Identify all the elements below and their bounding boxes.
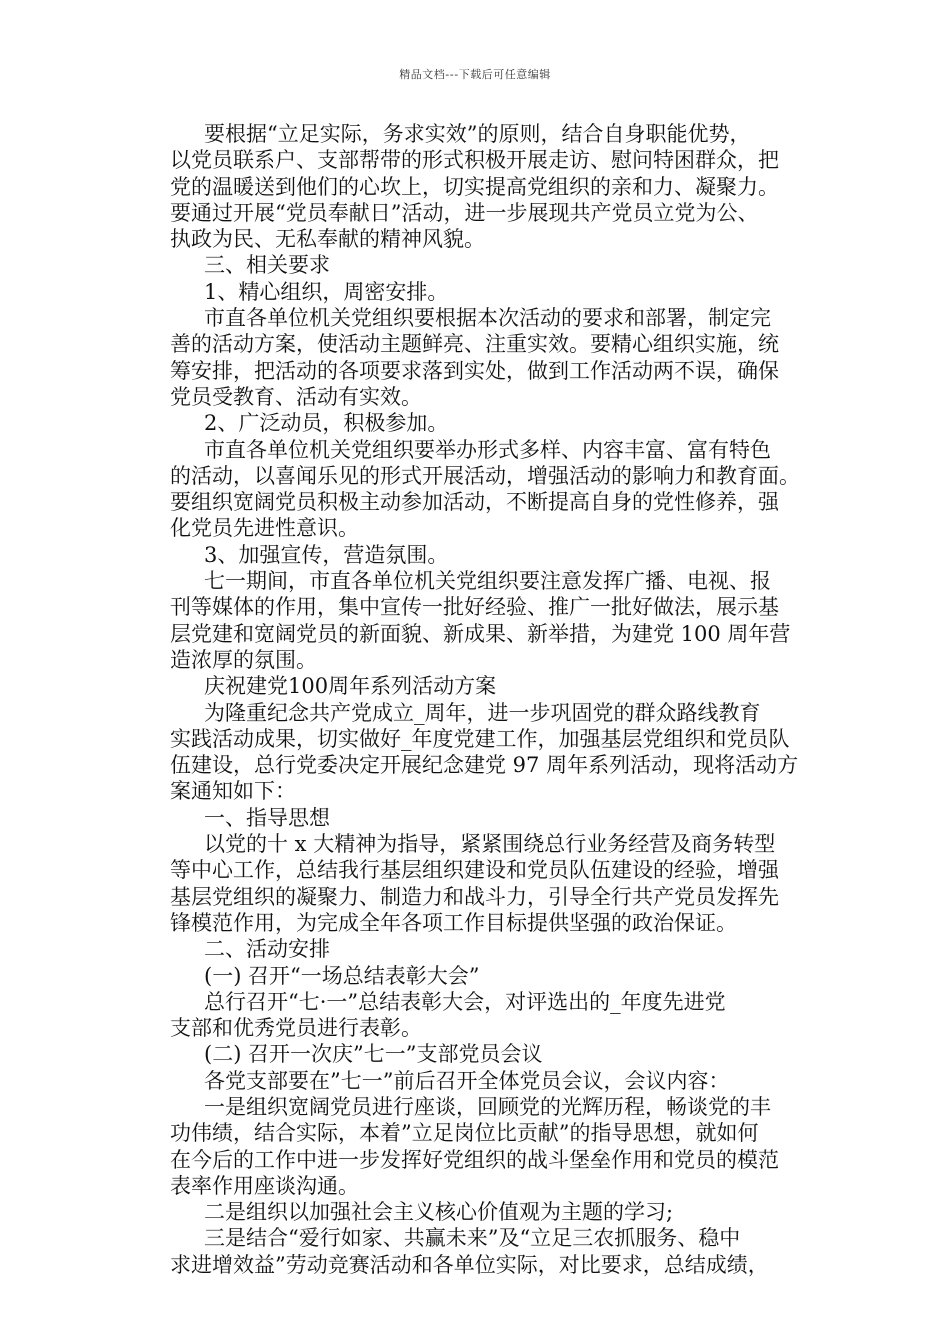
page-header: 精品文档---下载后可任意编辑 [399,68,551,81]
text-line: 市直各单位机关党组织要根据本次活动的要求和部署，制定完 [204,306,771,331]
text-line: 支部和优秀党员进行表彰。 [170,1016,422,1041]
text-line: 3、加强宣传，营造氛围。 [204,542,449,567]
text-line: 一、指导思想 [204,805,330,830]
text-line: 表率作用座谈沟通。 [170,1173,359,1198]
text-line: 实践活动成果，切实做好_年度党建工作，加强基层党组织和党员队 [170,726,790,751]
text-line: (一) 召开“一场总结表彰大会” [204,963,480,988]
text-line: 求进增效益”劳动竞赛活动和各单位实际，对比要求，总结成绩， [170,1252,769,1277]
text-line: 层党建和宽阔党员的新面貌、新成果、新举措，为建党 100 周年营 [170,621,791,646]
text-line: 要组织宽阔党员积极主动参加活动，不断提高自身的党性修养，强 [170,490,779,515]
text-line: 三、相关要求 [204,253,330,278]
text-line: 的活动，以喜闻乐见的形式开展活动，增强活动的影响力和教育面。 [170,463,800,488]
text-line: 刊等媒体的作用，集中宣传一批好经验、推广一批好做法，展示基 [170,595,779,620]
text-line: 党的温暖送到他们的心坎上，切实提高党组织的亲和力、凝聚力。 [170,174,779,199]
text-line: 二、活动安排 [204,937,330,962]
text-line: 为隆重纪念共产党成立_周年，进一步巩固党的群众路线教育 [204,700,761,725]
text-line: 筹安排，把活动的各项要求落到实处，做到工作活动两不误，确保 [170,358,779,383]
text-line: 庆祝建党100周年系列活动方案 [204,674,497,699]
text-line: 善的活动方案，使活动主题鲜亮、注重实效。要精心组织实施，统 [170,332,779,357]
text-line: 2、广泛动员，积极参加。 [204,411,449,436]
text-line: 等中心工作，总结我行基层组织建设和党员队伍建设的经验，增强 [170,858,779,883]
text-line: 1、精心组织，周密安排。 [204,279,449,304]
text-line: 市直各单位机关党组织要举办形式多样、内容丰富、富有特色 [204,437,771,462]
text-line: 执政为民、无私奉献的精神风貌。 [170,227,485,252]
text-line: 三是结合“爱行如家、共赢未来”及“立足三农抓服务、稳中 [204,1226,741,1251]
text-line: 要根据“立足实际，务求实效”的原则，结合自身职能优势， [204,122,751,146]
text-line: 在今后的工作中进一步发挥好党组织的战斗堡垒作用和党员的模范 [170,1147,779,1172]
text-line: 以党的十 x 大精神为指导，紧紧围绕总行业务经营及商务转型 [204,832,776,857]
document-body [170,121,810,1278]
text-line: 总行召开“七·一”总结表彰大会，对评选出的_年度先进党 [204,989,726,1014]
text-line: 七一期间，市直各单位机关党组织要注意发挥广播、电视、报 [204,569,771,594]
text-line: 锋模范作用，为完成全年各项工作目标提供坚强的政治保证。 [170,910,737,935]
text-line: 基层党组织的凝聚力、制造力和战斗力，引导全行共产党员发挥先 [170,884,779,909]
text-line: 化党员先进性意识。 [170,516,359,541]
text-line: 伍建设，总行党委决定开展纪念建党 97 周年系列活动，现将活动方 [170,753,799,778]
text-line: 要通过开展“党员奉献日”活动，进一步展现共产党员立党为公、 [170,200,759,225]
text-line: 功伟绩，结合实际，本着”立足岗位比贡献”的指导思想，就如何 [170,1121,759,1146]
text-line: 以党员联系户、支部帮带的形式积极开展走访、慰问特困群众，把 [170,148,779,173]
text-line: 造浓厚的氛围。 [170,647,317,672]
text-line: 党员受教育、活动有实效。 [170,384,422,409]
text-line: (二) 召开一次庆”七一”支部党员会议 [204,1042,543,1067]
text-line: 各党支部要在”七一”前后召开全体党员会议，会议内容： [204,1068,730,1093]
text-line: 二是组织以加强社会主义核心价值观为主题的学习; [204,1200,674,1225]
text-line: 案通知如下： [170,779,296,804]
text-line: 一是组织宽阔党员进行座谈，回顾党的光辉历程，畅谈党的丰 [204,1094,771,1119]
